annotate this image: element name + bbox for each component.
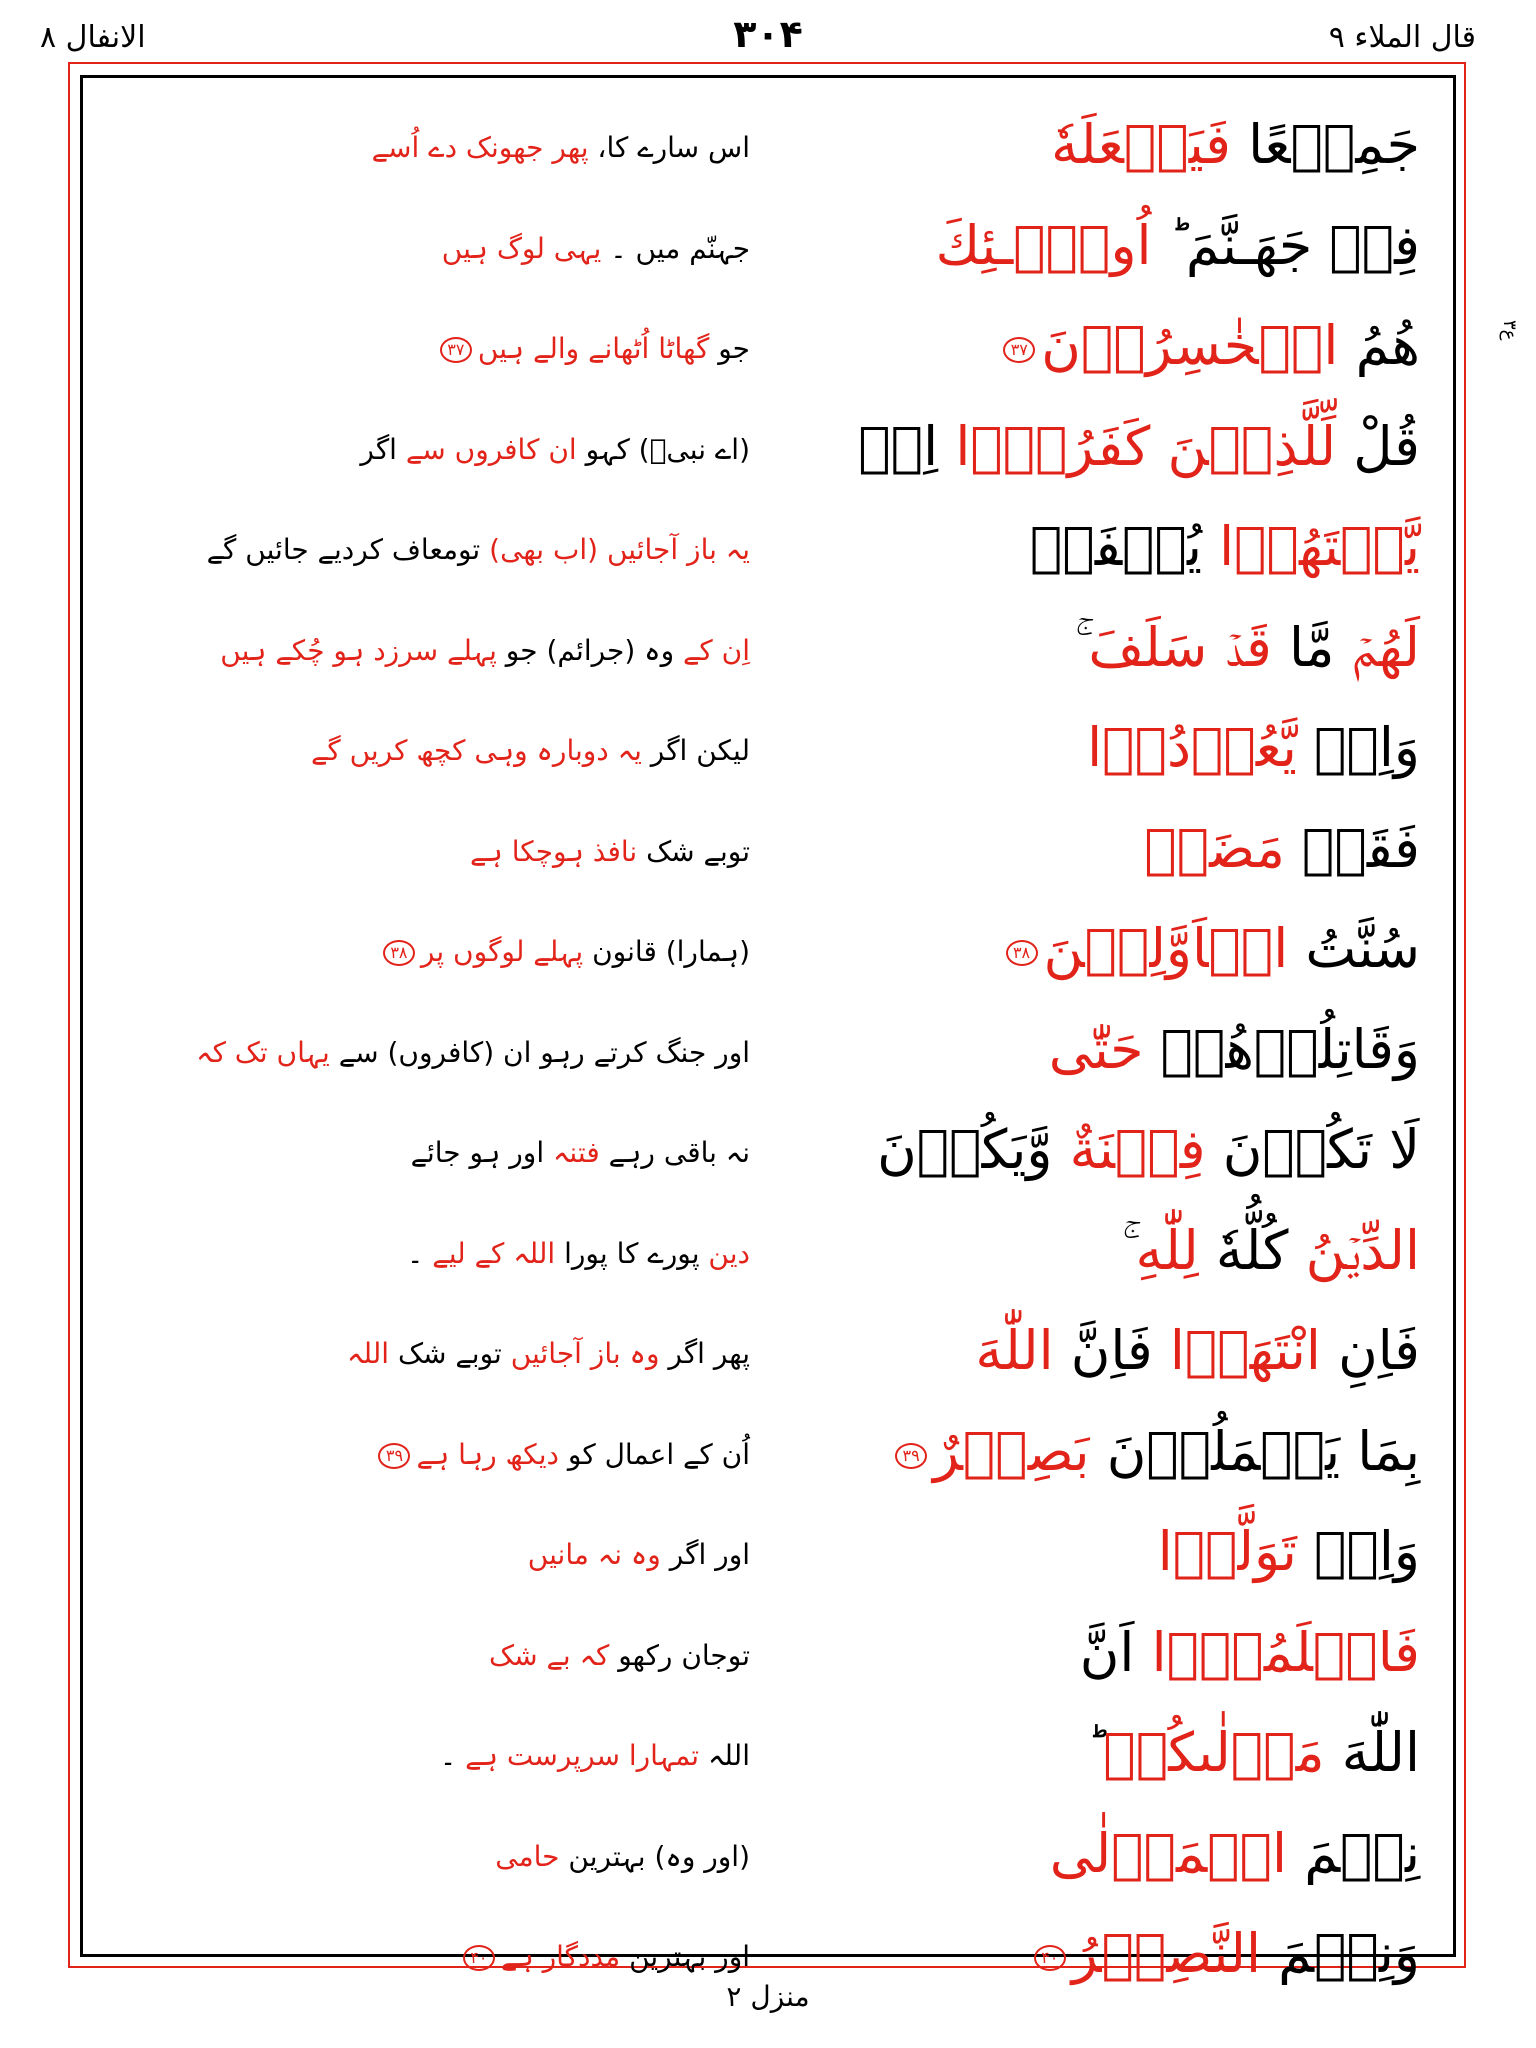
- verse-row: [86, 1306, 1450, 1407]
- urdu-segment: (اے نبیؐ) کہو: [576, 432, 750, 466]
- arabic-segment: حَتّٰى: [1048, 1017, 1144, 1081]
- urdu-segment: اگر: [360, 432, 406, 466]
- arabic-text: [700, 613, 1420, 683]
- urdu-segment: کہ بے شک: [489, 1638, 610, 1672]
- urdu-segment: (ہمارا) قانون: [583, 935, 750, 968]
- arabic-segment: فَقَدۡ: [1284, 816, 1420, 880]
- arabic-segment: الۡخٰسِرُوۡنَ: [1041, 314, 1339, 377]
- urdu-translation: [100, 1131, 750, 1175]
- verse-row: [86, 1507, 1450, 1608]
- arabic-segment: ۚ: [1074, 615, 1089, 679]
- urdu-segment: اللہ: [347, 1337, 390, 1370]
- urdu-translation: [100, 1734, 750, 1778]
- urdu-segment: دین: [699, 1236, 750, 1270]
- urdu-segment: وہ (جرائم) جو: [496, 633, 675, 667]
- arabic-segment: فِتۡنَةٌ: [1069, 1118, 1206, 1181]
- urdu-translation: [100, 1031, 750, 1075]
- verse-row: [86, 301, 1450, 402]
- manzil-footer: منزل ۲: [726, 1980, 810, 2013]
- arabic-text: [700, 1517, 1420, 1587]
- arabic-segment: اللّٰهَ: [1324, 1721, 1420, 1784]
- urdu-translation: [100, 830, 750, 874]
- urdu-segment: اور اگر: [660, 1538, 750, 1571]
- arabic-text: [700, 914, 1420, 984]
- urdu-segment: اِن کے: [674, 633, 750, 667]
- verse-row: [86, 904, 1450, 1005]
- urdu-translation: [100, 126, 750, 170]
- urdu-segment: اور ہو جائے: [410, 1136, 554, 1169]
- urdu-segment: توبے شک: [389, 1337, 511, 1370]
- urdu-segment: اللہ: [699, 1739, 750, 1772]
- urdu-segment: پہلے لوگوں پر: [420, 935, 584, 968]
- arabic-segment: اِنۡ: [858, 414, 939, 478]
- urdu-translation: [100, 1533, 750, 1577]
- arabic-text: [700, 311, 1420, 381]
- urdu-segment: پھر جھونک دے اُسے: [371, 131, 589, 164]
- arabic-segment: فَاعۡلَمُوۡۤا: [1134, 1620, 1420, 1684]
- arabic-segment: النَّصِيۡرُ: [1071, 1922, 1261, 1985]
- urdu-segment: اُن کے اعمال کو: [558, 1437, 750, 1471]
- ayah-number-marker: ۳۷: [440, 337, 472, 363]
- urdu-segment: جو: [709, 332, 750, 365]
- arabic-text: [700, 1718, 1420, 1788]
- arabic-segment: مَوۡلٰٮكُمۡ: [1103, 1721, 1325, 1784]
- ayah-number-marker: ۳۹: [378, 1443, 410, 1469]
- arabic-text: [700, 412, 1420, 482]
- arabic-segment: لَا تَكُوۡنَ: [1205, 1118, 1420, 1181]
- arabic-segment: انْتَهَوۡا: [1169, 1319, 1321, 1382]
- urdu-translation: [100, 1935, 750, 1979]
- ayah-number-marker: ۳۹: [895, 1443, 927, 1469]
- ayah-number-marker: ۳۸: [383, 940, 415, 966]
- arabic-text: [700, 211, 1420, 281]
- verse-row: [86, 201, 1450, 302]
- arabic-segment: جَمِيۡعًا: [1230, 113, 1420, 176]
- arabic-segment: فَاِنَّ: [1053, 1319, 1170, 1382]
- verse-row: [86, 1608, 1450, 1709]
- ayah-number-marker: ۴۰: [1034, 1945, 1066, 1971]
- arabic-text: [700, 1919, 1420, 1989]
- urdu-segment: دیکھ رہا ہے: [416, 1437, 559, 1471]
- arabic-segment: اللّٰهَ: [975, 1319, 1054, 1382]
- urdu-segment: اور جنگ کرتے رہو ان (کافروں) سے: [329, 1035, 750, 1069]
- urdu-translation: [100, 327, 750, 371]
- urdu-segment: ۔: [439, 1739, 466, 1772]
- urdu-segment: لیکن اگر: [641, 734, 750, 767]
- arabic-text: [700, 1417, 1420, 1487]
- page-number: ۳۰۴: [733, 12, 803, 56]
- arabic-text: [700, 1115, 1420, 1185]
- arabic-text: [700, 713, 1420, 783]
- arabic-segment: الۡاَوَّلِيۡنَ: [1043, 917, 1289, 980]
- arabic-segment: الدِّيۡنُ: [1288, 1218, 1420, 1282]
- urdu-translation: [100, 1232, 750, 1276]
- ayah-number-marker: ۴۰: [463, 1945, 495, 1971]
- arabic-segment: تَوَلَّوۡا: [1157, 1520, 1297, 1583]
- arabic-segment: فَيَجۡعَلَهٗ: [1051, 113, 1231, 176]
- urdu-segment: پھر اگر: [659, 1337, 750, 1370]
- arabic-segment: لِلّٰهِ: [1135, 1218, 1199, 1282]
- juz-name: قال الملاء ۹: [1328, 20, 1476, 55]
- arabic-text: [700, 1216, 1420, 1286]
- urdu-segment: فتنہ: [553, 1136, 600, 1169]
- arabic-segment: قُلْ: [1336, 414, 1420, 478]
- arabic-text: [700, 1819, 1420, 1889]
- arabic-segment: وَاِنۡ: [1296, 1520, 1420, 1583]
- urdu-translation: [100, 1835, 750, 1879]
- urdu-segment: یہ دوبارہ وہی کچھ کریں گے: [310, 734, 642, 767]
- arabic-segment: وَّيَكُوۡنَ: [877, 1118, 1070, 1181]
- arabic-segment: سُنَّتُ: [1288, 917, 1420, 980]
- surah-name: الانفال ۸: [40, 20, 146, 55]
- arabic-segment: ۚ: [1121, 1218, 1136, 1282]
- urdu-segment: ان کافروں سے: [405, 432, 577, 466]
- ayah-number-marker: ۳۸: [1006, 940, 1038, 966]
- urdu-translation: [100, 930, 750, 974]
- verse-row: [86, 603, 1450, 704]
- verse-row: [86, 703, 1450, 804]
- arabic-segment: يَّنۡتَهُوۡا: [1201, 515, 1420, 578]
- urdu-translation: [100, 1634, 750, 1678]
- urdu-segment: اس سارے کا،: [588, 131, 750, 164]
- arabic-segment: يُغۡفَرۡ: [1030, 515, 1202, 578]
- arabic-segment: وَقَاتِلُوۡهُمۡ: [1143, 1017, 1420, 1081]
- urdu-segment: یہی لوگ ہیں: [441, 231, 602, 265]
- arabic-text: [700, 1618, 1420, 1688]
- arabic-segment: فِىۡ جَهَـنَّمَ ؕ: [1151, 213, 1420, 277]
- arabic-segment: ؕ: [1086, 1721, 1104, 1784]
- urdu-translation: [100, 729, 750, 773]
- urdu-segment: جہنّم میں ۔: [601, 231, 750, 265]
- urdu-translation: [100, 1433, 750, 1477]
- urdu-translation: [100, 1332, 750, 1376]
- urdu-segment: گھاٹا اُٹھانے والے ہیں: [477, 332, 710, 365]
- urdu-segment: یہ باز آجائیں (اب بھی): [489, 533, 750, 566]
- urdu-segment: نافذ ہوچکا ہے: [470, 834, 638, 868]
- arabic-segment: يَّعُوۡدُوۡا: [1087, 716, 1297, 779]
- page-header: [0, 0, 1536, 70]
- urdu-segment: توجان رکھو: [609, 1638, 750, 1672]
- urdu-segment: یہاں تک کہ: [196, 1035, 330, 1069]
- ruku-marker: ۳ع: [1499, 320, 1520, 341]
- arabic-segment: كُلُّهٗ: [1198, 1218, 1289, 1282]
- arabic-segment: لَهُمۡ: [1334, 615, 1420, 679]
- verse-row: [86, 100, 1450, 201]
- arabic-segment: لِّلَّذِيۡنَ كَفَرُوۡۤا: [938, 414, 1337, 478]
- urdu-segment: (اور وہ) بہترین: [559, 1839, 750, 1873]
- arabic-text: [700, 110, 1420, 180]
- arabic-text: [700, 1316, 1420, 1386]
- urdu-segment: حامی: [495, 1839, 560, 1873]
- urdu-segment: وہ باز آجائیں: [510, 1337, 660, 1370]
- urdu-segment: وہ نہ مانیں: [527, 1538, 661, 1571]
- arabic-segment: قَدۡ سَلَفَ: [1088, 615, 1272, 679]
- urdu-translation: [100, 528, 750, 572]
- arabic-segment: اُولٰۤـئِكَ: [935, 213, 1152, 277]
- urdu-translation: [100, 629, 750, 673]
- arabic-segment: وَنِعۡمَ: [1260, 1922, 1420, 1985]
- arabic-segment: مَضَتۡ: [1144, 816, 1285, 880]
- urdu-segment: نہ باقی رہے: [599, 1136, 750, 1169]
- urdu-segment: پورے کا پورا: [555, 1236, 700, 1270]
- arabic-text: [700, 1015, 1420, 1085]
- arabic-text: [700, 814, 1420, 884]
- verse-row: [86, 502, 1450, 603]
- arabic-segment: فَاِنِ: [1320, 1319, 1420, 1382]
- arabic-segment: وَاِنۡ: [1296, 716, 1420, 779]
- urdu-translation: [100, 227, 750, 271]
- urdu-segment: پہلے سرزد ہو چُکے ہیں: [220, 633, 497, 667]
- arabic-segment: الۡمَوۡلٰى: [1049, 1821, 1288, 1885]
- urdu-translation: [100, 428, 750, 472]
- urdu-segment: مددگار ہے: [500, 1940, 621, 1973]
- arabic-segment: اَنَّ: [1079, 1620, 1135, 1684]
- verse-row: [86, 402, 1450, 503]
- arabic-segment: بَصِيۡرٌ: [933, 1419, 1090, 1483]
- arabic-text: [700, 512, 1420, 582]
- verse-row: [86, 804, 1450, 905]
- ayah-number-marker: ۳۷: [1003, 337, 1035, 363]
- verse-rows: [86, 100, 1450, 2010]
- urdu-segment: اللہ کے لیے: [432, 1236, 556, 1270]
- verse-row: [86, 1407, 1450, 1508]
- arabic-segment: بِمَا يَعۡمَلُوۡنَ: [1089, 1419, 1420, 1483]
- verse-row: [86, 1708, 1450, 1809]
- arabic-segment: نِعۡمَ: [1287, 1821, 1420, 1885]
- urdu-segment: توبے شک: [637, 834, 750, 868]
- verse-row: [86, 1809, 1450, 1910]
- urdu-segment: اور بہترین: [620, 1940, 750, 1973]
- urdu-segment: ۔: [406, 1236, 433, 1270]
- urdu-segment: تومعاف کردیے جائیں گے: [206, 533, 490, 566]
- arabic-segment: هُمُ: [1338, 314, 1420, 377]
- verse-row: [86, 1105, 1450, 1206]
- verse-row: [86, 1206, 1450, 1307]
- verse-row: [86, 1005, 1450, 1106]
- arabic-segment: مَّا: [1271, 615, 1335, 679]
- urdu-segment: تمہارا سرپرست ہے: [465, 1739, 700, 1772]
